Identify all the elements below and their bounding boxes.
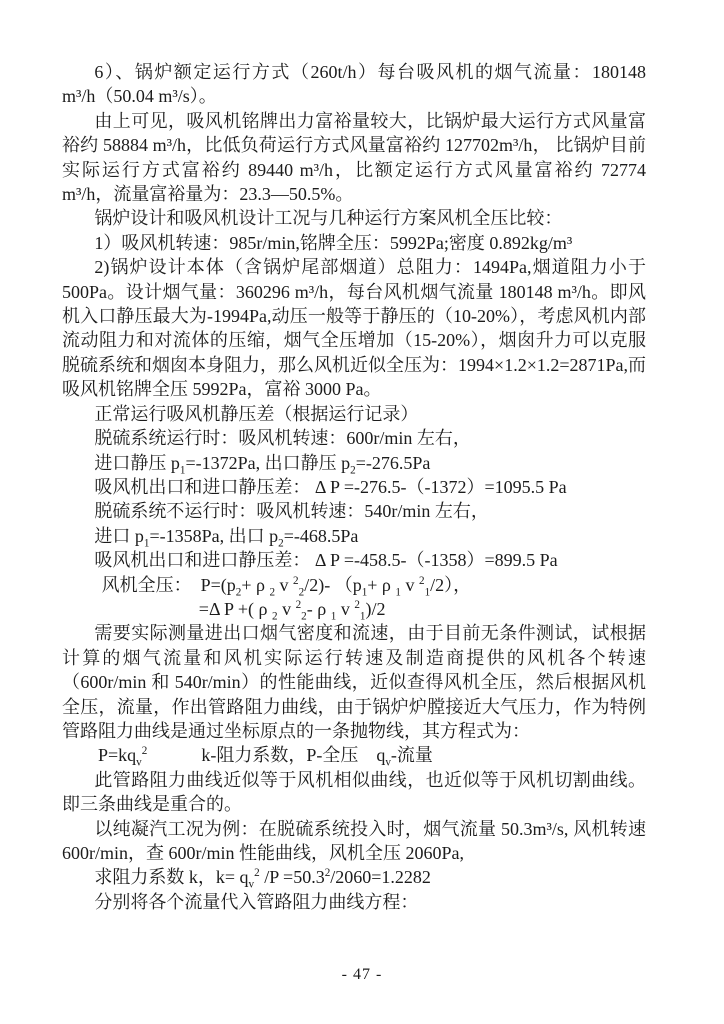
text-run: 进口 p [94, 525, 144, 546]
text-run: - ρ [306, 598, 331, 619]
text-run: 分别将各个流量代入管路阻力曲线方程： [94, 891, 419, 912]
text-run: /2060=1.2282 [330, 867, 431, 888]
para-fgd-off-speed [62, 499, 646, 523]
para-pressure-comparison-heading [62, 206, 646, 230]
text-run: 1）吸风机转速：985r/min,铭牌全压：5992Pa;密度 0.892kg/m³ [94, 232, 573, 253]
text-run: =-1358Pa, 出口 p [149, 525, 279, 546]
text-run: k-阻力系数，P-全压 q [147, 745, 386, 766]
para-margin-comparison [62, 109, 646, 207]
subscript: v [136, 756, 142, 769]
formula-resistance-coefficient [62, 865, 646, 889]
text-run: 脱硫系统不运行时：吸风机转速：540r/min 左右， [94, 501, 489, 522]
text-run: 正常运行吸风机静压差（根据运行记录） [94, 403, 419, 424]
superscript: 2 [254, 867, 260, 880]
subscript: 2 [272, 610, 278, 623]
subscript: 2 [350, 464, 356, 477]
text-run: /P =50.3 [259, 867, 325, 888]
subscript: 2 [235, 586, 242, 599]
subscript: 2 [298, 586, 305, 599]
text-run: 进口静压 p [94, 452, 180, 473]
subscript: 1 [361, 586, 368, 599]
para-condensing-example [62, 817, 646, 866]
para-fgd-running-speed [62, 426, 646, 450]
text-run: v [401, 574, 419, 595]
formula-pipe-resistance-curve [62, 743, 646, 767]
subscript: 2 [301, 610, 307, 623]
superscript: 2 [141, 745, 148, 758]
text-run: =Δ P +( ρ [198, 598, 273, 619]
text-run: =-276.5Pa [355, 452, 431, 473]
text-run: 吸风机出口和进口静压差： Δ P =-458.5-（-1358）=899.5 Pa [94, 550, 558, 571]
page-number: - 47 - [341, 966, 383, 983]
text-run: 此管路阻力曲线近似等于风机相似曲线，也近似等于风机切割曲线。即三条曲线是重合的。 [62, 769, 646, 815]
text-run: v [336, 598, 355, 619]
para-measurement-plan [62, 621, 646, 743]
subscript: 1 [330, 610, 337, 623]
para-fgd-off-delta [62, 548, 646, 572]
text-run: + ρ [241, 574, 270, 595]
formula-fan-total-pressure-line1 [62, 573, 646, 597]
text-run: 脱硫系统运行时：吸风机转速：600r/min 左右， [94, 428, 471, 449]
subscript: 1 [395, 586, 401, 599]
text-run: 风机全压： P=(p [101, 574, 236, 595]
superscript: 2 [324, 867, 331, 880]
text-run: /2)- （p [304, 574, 362, 595]
para-fgd-running-delta [62, 475, 646, 499]
text-run: 锅炉设计和吸风机设计工况与几种运行方案风机全压比较： [94, 208, 563, 229]
superscript: 2 [293, 574, 299, 587]
para-fgd-running-pressures [62, 451, 646, 475]
text-run: 6）、锅炉额定运行方式（260t/h）每台吸风机的烟气流量：180148 m³/h（50.04 m³/s）。 [62, 62, 646, 107]
subscript: 2 [269, 586, 276, 599]
superscript: 2 [354, 598, 360, 611]
text-run: v [275, 574, 294, 595]
text-run: + ρ [367, 574, 396, 595]
text-run: v [277, 598, 296, 619]
text-run: /2）， [430, 574, 472, 595]
para-rated-flue-flow [62, 60, 646, 109]
text-run: =-1372Pa, 出口静压 p [185, 452, 351, 473]
text-run: -流量 [390, 745, 433, 766]
text-run: 求阻力系数 k，k= q [94, 867, 249, 888]
text-run: =-468.5Pa [283, 525, 359, 546]
para-normal-operation-heading [62, 402, 646, 426]
text-run: 吸风机出口和进口静压差： Δ P =-276.5-（-1372）=1095.5 Pa [94, 476, 567, 497]
subscript: 1 [143, 537, 150, 550]
subscript: 1 [179, 464, 186, 477]
para-fan-nameplate-spec [62, 231, 646, 255]
superscript: 2 [295, 598, 302, 611]
para-substitute-flows [62, 890, 646, 914]
text-run: 需要实际测量进出口烟气密度和流速，由于目前无条件测试，试根据计算的烟气流量和风机实际运行转速及制造商提供的风机各个转速（600r/min 和 540r/min）的性能曲线，近似查得风机全压，然后根据风机全压，流量，作出管路阻力曲线，由于锅炉炉膛接近大气压力，作为特例管路阻力曲线是通过坐标原点的一条抛物线，其方程式为： [62, 623, 646, 741]
subscript: v [248, 879, 255, 891]
text-run: 由上可见，吸风机铭牌出力富裕量较大，比锅炉最大运行方式风量富裕约 58884 m³/h，比低负荷运行方式风量富裕约 127702m³/h， 比锅炉目前实际运行方式富裕约 89440 m³/h，比额定运行方式风量富裕约 72774 m³/h，流量富裕量为：23.3—50.5%。 [62, 110, 646, 205]
subscript: 1 [359, 610, 366, 623]
text-run: 2)锅炉设计本体（含锅炉尾部烟道）总阻力：1494Pa,烟道阻力小于500Pa。设计烟气量：360296 m³/h，每台风机烟气流量 180148 m³/h。即风机入口静压最大为-1994Pa,动压一般等于静压的（10-20%），考虑风机内部流动阻力和对流体的压缩，烟气全压增加（15-20%），烟囱升力可以克服脱硫系统和烟囱本身阻力，那么风机近似全压为：1994×1.2×1.2=2871Pa,而吸风机铭牌全压 5992Pa，富裕 3000 Pa。 [62, 257, 646, 400]
subscript: 1 [424, 586, 431, 599]
formula-fan-total-pressure-line2 [62, 597, 646, 621]
text-run: )/2 [365, 598, 386, 619]
para-boiler-design-resistance [62, 255, 646, 401]
text-run: 以纯凝汽工况为例：在脱硫系统投入时，烟气流量 50.3m³/s, 风机转速 600r/min，查 600r/min 性能曲线，风机全压 2060Pa, [62, 818, 646, 863]
superscript: 2 [419, 574, 425, 587]
subscript: 2 [278, 537, 284, 550]
para-curves-coincide [62, 768, 646, 817]
text-run: P=kq [98, 745, 137, 766]
para-fgd-off-pressures [62, 524, 646, 548]
subscript: v [385, 756, 391, 769]
document-body [62, 60, 646, 914]
